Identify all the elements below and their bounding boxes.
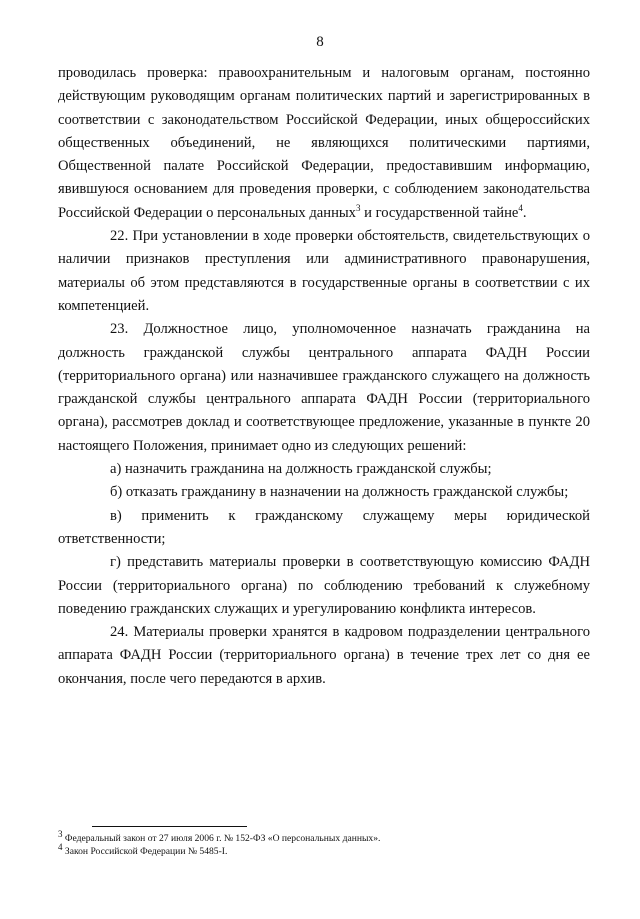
footnote-3 — [58, 828, 598, 845]
paragraph-text: проводилась проверка: правоохранительным и налоговым органам, постоянно действующим руководящим органам политических партий и зарегистрированных в соответствии с законодательством Российской Федерации, иных общероссийских общественных объединений, не являющихся политическими партиями, Общественной палате Российской Федерации, предоставившим информацию, явившуюся основанием для проведения проверки, с соблюдением законодательства Российской Федерации о персональных данных — [58, 65, 590, 221]
footnote-4 — [58, 841, 598, 858]
footnote-ref-4: 4 — [518, 202, 523, 213]
document-body — [58, 62, 590, 691]
footnote-ref-3: 3 — [355, 202, 361, 213]
list-item-v: в) применить к гражданскому служащему меры юридической ответственности; — [58, 507, 590, 547]
paragraph-text: и государственной тайне — [360, 204, 519, 221]
paragraph-23: 23. Должностное лицо, уполномоченное назначать гражданина на должность гражданской службы центрального аппарата ФАДН России (территориального органа) или назначившее гражданского служащего на должность гражданской службы центрального аппарата ФАДН России (территориального органа), рассмотрев доклад и соответствующее предложение, указанные в пункте 20 настоящего Положения, принимает одно из следующих решений: — [58, 321, 590, 454]
paragraph-24: 24. Материалы проверки хранятся в кадровом подразделении центрального аппарата ФАДН России (территориального органа) в течение трех лет со дня ее окончания, после чего передаются в архив. — [58, 624, 590, 687]
page-number: 8 — [316, 34, 324, 50]
footnote-mark: 4 — [58, 841, 63, 852]
list-item-a: а) назначить гражданина на должность гражданской службы; — [110, 461, 492, 478]
footnote-divider — [92, 826, 247, 827]
list-item-g: г) представить материалы проверки в соответствующую комиссию ФАДН России (территориального органа) по соблюдению требований к служебному поведению гражданских служащих и урегулированию конфликта интересов. — [58, 554, 590, 617]
paragraph-22: 22. При установлении в ходе проверки обстоятельств, свидетельствующих о наличии признаков преступления или административного правонарушения, материалы об этом представляются в государственные органы в соответствии с их компетенцией. — [58, 228, 590, 314]
paragraph-continuation — [58, 62, 590, 225]
footnote-mark: 3 — [58, 828, 63, 839]
list-item-b: б) отказать гражданину в назначении на должность гражданской службы; — [110, 484, 569, 501]
footnote-text: Федеральный закон от 27 июля 2006 г. № 152-ФЗ «О персональных данных». — [62, 833, 381, 844]
footnote-text: Закон Российской Федерации № 5485-I. — [62, 846, 228, 857]
footnotes — [58, 828, 598, 858]
paragraph-text: . — [522, 204, 527, 221]
